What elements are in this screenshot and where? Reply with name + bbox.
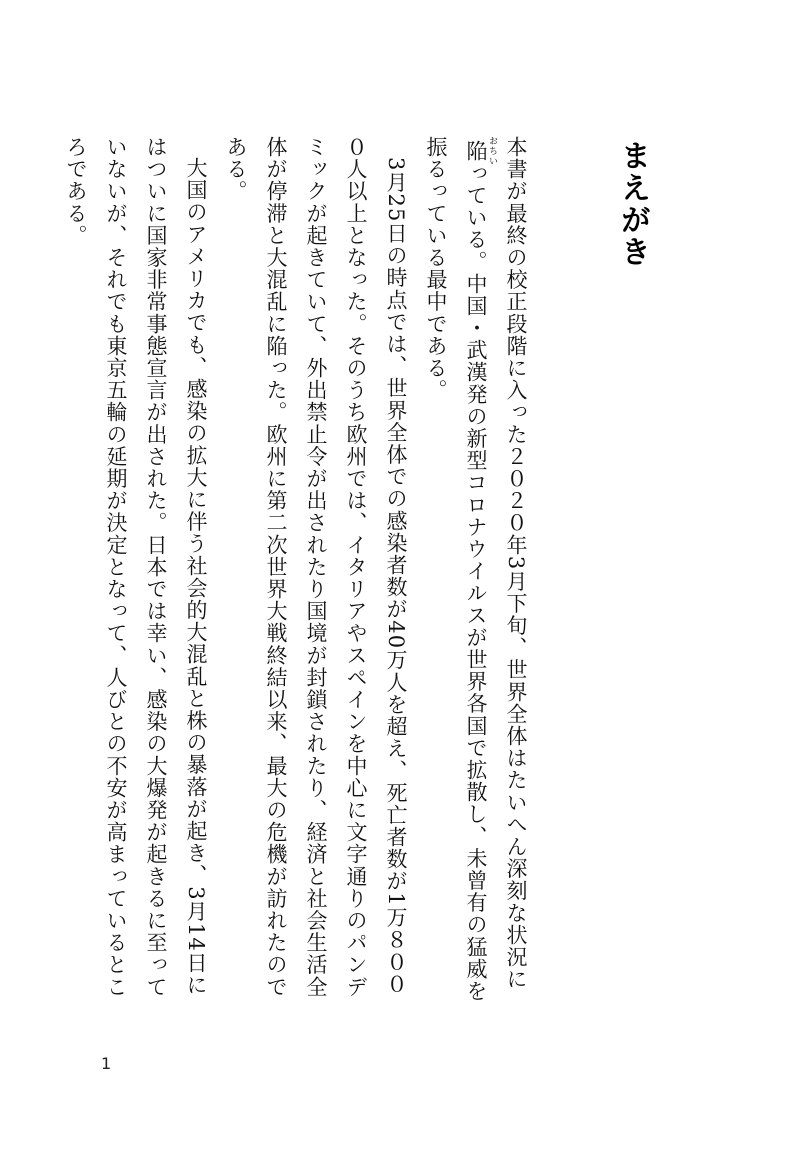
paragraph-2: 3月25日の時点では、世界全体での感染者数が40万人を超え、死亡者数が1万８０００人以上となった。そのうち欧州では、イタリアやスペインを中心に文字通りのパンデミックが起きていて、外出禁止令が出されたり国境が封鎖されたり、経済と社会生活全体が停滞と大混乱に陥った。欧州に第二次世界大戦終結以来、最大の危機が訪れたのである。 — [224, 136, 408, 998]
chapter-title: まえがき — [615, 140, 650, 268]
paragraph-3: 大国のアメリカでも、感染の拡大に伴う社会的大混乱と株の暴落が起き、3月14日にはついに国家非常事態宣言が出された。日本では幸い、感染の大爆発が起きるに至っていないが、それでも東京五輪の延期が決定となって、人びとの不安が高まっているところである。 — [64, 136, 208, 998]
paragraph-1: 本書が最終の校正段階に入った２０２０年3月下旬、世界全体はたいへん深刻な状況に陥 おちいっている。中国・武漢発の新型コロナウイルスが世界各国で拡散し、未曾有の猛威を振るっている最中である。 — [424, 136, 528, 1003]
furigana: 陥 おちい — [464, 136, 497, 167]
page-number: 1 — [101, 1054, 112, 1073]
body-text — [64, 136, 536, 1016]
